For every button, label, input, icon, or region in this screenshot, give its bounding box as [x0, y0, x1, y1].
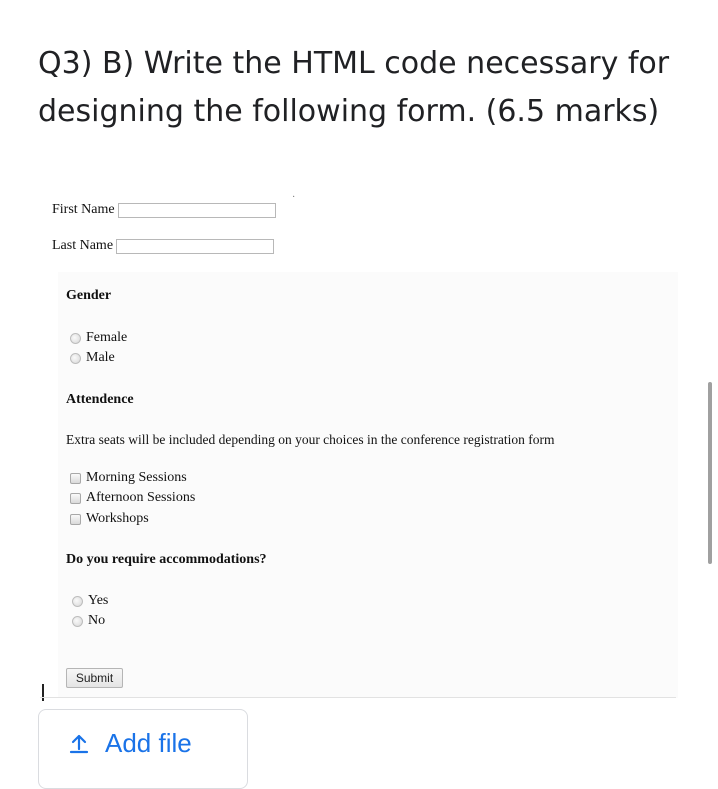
- session-option-afternoon[interactable]: [70, 490, 195, 506]
- last-name-label: Last Name: [52, 238, 114, 253]
- gender-option-label: Female: [86, 330, 128, 345]
- radio-yes[interactable]: [72, 596, 83, 607]
- add-file-button[interactable]: [38, 709, 248, 789]
- accommodation-option-label: Yes: [88, 593, 109, 608]
- form-panel: [58, 272, 678, 698]
- gender-option-male[interactable]: [70, 350, 115, 366]
- session-option-label: Morning Sessions: [86, 470, 187, 485]
- radio-female[interactable]: [70, 333, 81, 344]
- add-file-label: Add file: [105, 728, 192, 758]
- session-option-morning[interactable]: [70, 470, 187, 486]
- divider: [40, 697, 676, 698]
- extra-seats-text: Extra seats will be included depending on your choices in the conference registration form: [66, 432, 555, 447]
- checkbox-afternoon[interactable]: [70, 493, 81, 504]
- session-option-label: Afternoon Sessions: [86, 490, 196, 505]
- gender-heading: Gender: [66, 288, 112, 303]
- submit-button[interactable]: Submit: [66, 668, 123, 688]
- checkbox-workshops[interactable]: [70, 514, 81, 525]
- attendence-heading: Attendence: [66, 392, 134, 407]
- gender-option-label: Male: [86, 350, 115, 365]
- checkbox-morning[interactable]: [70, 473, 81, 484]
- radio-no[interactable]: [72, 616, 83, 627]
- accommodations-heading: Do you require accommodations?: [66, 552, 267, 567]
- accommodation-option-yes[interactable]: [72, 593, 108, 609]
- accommodation-option-label: No: [88, 613, 106, 628]
- last-name-row: [52, 238, 274, 254]
- session-option-workshops[interactable]: [70, 511, 149, 527]
- question-text: Q3) B) Write the HTML code necessary for designing the following form. (6.5 marks): [38, 46, 670, 129]
- add-file-content: [67, 728, 192, 759]
- last-name-field[interactable]: [116, 239, 274, 254]
- first-name-field[interactable]: [118, 203, 276, 218]
- scan-artifact-dot: ·: [292, 192, 296, 203]
- first-name-label: First Name: [52, 202, 115, 217]
- text-cursor: [42, 684, 44, 701]
- scrollbar[interactable]: [708, 382, 712, 564]
- accommodation-option-no[interactable]: [72, 613, 105, 629]
- session-option-label: Workshops: [86, 511, 149, 526]
- form-screenshot: [40, 188, 680, 700]
- gender-option-female[interactable]: [70, 330, 127, 346]
- radio-male[interactable]: [70, 353, 81, 364]
- upload-icon: [67, 732, 91, 756]
- first-name-row: [52, 202, 276, 218]
